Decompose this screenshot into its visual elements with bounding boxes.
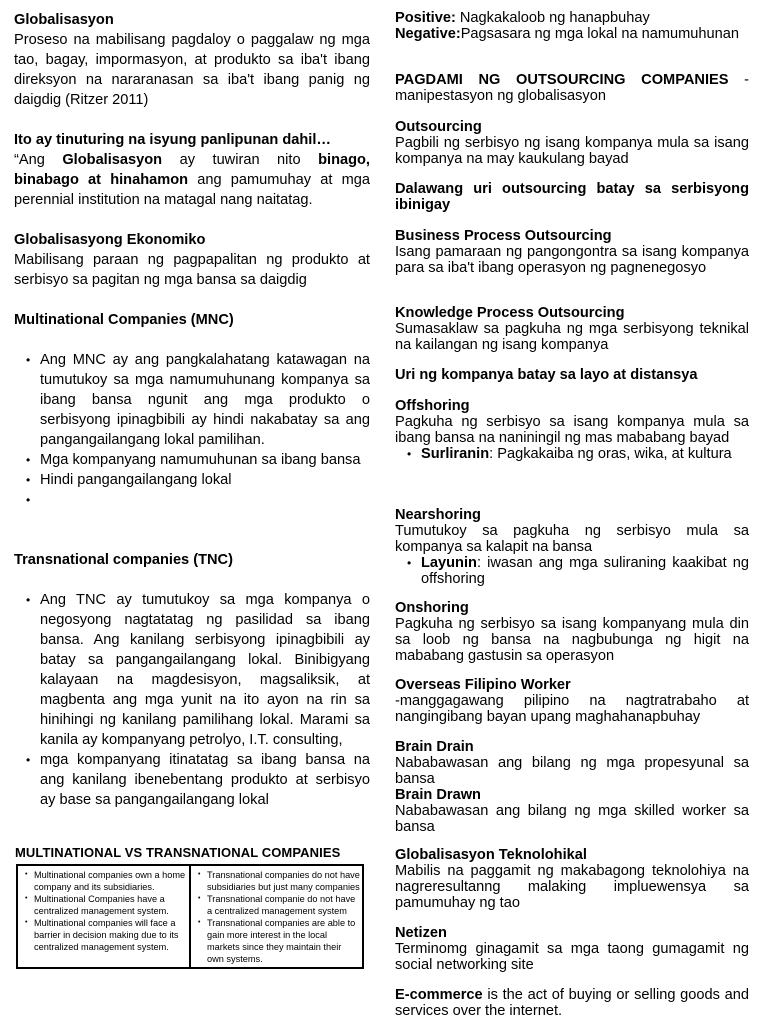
tnc-item: • mga kompanyang itinatatag sa ibang bansa na ang kanilang ibenebentang produkto at serbisyo ay base sa pangangailangang lokal [40,750,370,810]
ekonomiko-body: Mabilisang paraan ng pagpapalitan ng produkto at serbisyo sa pagitan ng mga bansa sa daigdig [14,252,370,288]
nearshoring-bullet [421,555,749,587]
isyu-rest: ang pamumuhay at mga perennial institution na matagal nang naitatag. [14,172,371,208]
dalawang-uri [395,181,749,213]
brain-drain-body: Nababawasan ang bilang ng mga propesyunal sa bansa [395,755,749,787]
mnc-points [26,869,187,953]
dalawang-uri-heading: Dalawang uri outsourcing batay sa serbisyong ibinigay [395,181,749,213]
globalisasyon-heading: Globalisasyon [14,12,114,28]
mnc-item: • Ang MNC ay ang pangkalahatang katawagan na tumutukoy sa mga namumuhunang kompanya sa ibang bansa ngunit ang mga produkto o serbisyong ipinagbibili ay hindi nakabatay sa ang pangangailangang lokal pamilihan. [40,350,370,450]
tnc-column [190,865,363,968]
pagdami-section [395,72,749,104]
brain-drain-section [395,739,749,835]
positive-line [395,10,749,26]
offshoring-bullet-text: : Pagkakaiba ng oras, wika, at kultura [489,446,732,462]
tnc-item: • Ang TNC ay tumutukoy sa mga kompanya o negosyong nagtatatag ng pasilidad sa ibang bansa. Ang kanilang serbisyong ipinagbibili ay batay sa pangangailangang lokal. Binibigyang kalayaan na magdesisyon, magsaliksik, at magbenta ang mga yunit na ito ayon na rin sa hinihingi ng kanilang pamilihang lokal. Marami sa kanila ay kompanyang petrolyo, I.T. consulting, [40,590,370,750]
offshoring-bullet [421,446,749,462]
ofw-heading: Overseas Filipino Worker [395,677,571,693]
nearshoring-list [395,555,749,587]
outsourcing-heading: Outsourcing [395,119,482,135]
bpo-heading: Business Process Outsourcing [395,228,612,244]
outsourcing-body: Pagbili ng serbisyo ng isang kompanya mula sa isang kompanya na may kaukulang bayad [395,135,749,167]
teknolohikal-body: Mabilis na paggamit ng makabagong teknolohiya na nagreresultanng malaking impluewensya sa pamumuhay ng tao [395,863,749,911]
nearshoring-bullet-text: : iwasan ang mga suliraning kaakibat ng offshoring [421,555,749,587]
mnc-point: • Multinational companies will face a barrier in decision making due to its centralized management system. [32,917,187,953]
mnc-list [14,350,370,510]
bpo-section [395,228,749,276]
kpo-heading: Knowledge Process Outsourcing [395,305,625,321]
tnc-heading: Transnational companies (TNC) [14,552,233,568]
ekonomiko-section [14,230,370,290]
mnc-item: • Hindi pangangailangang lokal [40,470,370,490]
mnc-column [17,865,190,968]
teknolohikal-section [395,847,749,911]
netizen-section [395,925,749,973]
onshoring-heading: Onshoring [395,600,469,616]
netizen-body: Terminomg ginagamit sa mga taong gumagamit ng social networking site [395,941,749,973]
mnc-heading: Multinational Companies (MNC) [14,312,234,328]
isyu-bold-globalisasyon: Globalisasyon [62,152,163,168]
kpo-body: Sumasaklaw sa pagkuha ng mga serbisyong teknikal na kailangan ng isang kompanya [395,321,749,353]
nearshoring-body: Tumutukoy sa pagkuha ng serbisyo mula sa kompanya sa kalapit na bansa [395,523,749,555]
uri-kompanya [395,367,749,383]
brain-drawn-body: Nababawasan ang bilang ng mga skilled worker sa bansa [395,803,749,835]
positive-label: Positive: [395,10,456,26]
nearshoring-bullet-label: Layunin [421,555,477,571]
isyu-mid: ay tuwiran nito [162,152,319,168]
tnc-point: • Transnational companies do not have subsidiaries but just many companies [205,869,360,893]
offshoring-bullet-label: Surliranin [421,446,490,462]
nearshoring-section [395,507,749,587]
onshoring-section [395,600,749,664]
isyu-quote-open: “Ang [14,152,63,168]
ecommerce-section [395,987,749,1019]
outsourcing-section [395,119,749,167]
comparison-title: MULTINATIONAL VS TRANSNATIONAL COMPANIES [15,845,341,860]
mnc-item-empty [40,490,370,510]
netizen-heading: Netizen [395,925,447,941]
bpo-body: Isang pamaraan ng pangongontra sa isang kompanya para sa iba't ibang operasyon ng pagnenegosyo [395,244,749,276]
globalisasyon-body: Proseso na mabilisang pagdaloy o paggalaw ng mga tao, bagay, impormasyon, at produkto sa iba't ibang direksyon na nararanasan sa iba't ibang panig ng daigdig (Ritzer 2011) [14,32,370,108]
pagdami-text: - manipestasyon ng globalisasyon [395,72,749,104]
brain-drain-heading: Brain Drain [395,739,474,755]
comparison-table [16,864,364,969]
mnc-point: • Multinational companies own a home company and its subsidiaries. [32,869,187,893]
negative-text: Pagsasara ng mga lokal na namumuhunan [460,26,739,42]
isyu-body [14,150,370,210]
ecommerce-text: is the act of buying or selling goods and services over the internet. [395,987,749,1019]
tnc-points [199,869,360,965]
mnc-section [14,310,370,510]
tnc-point: • Transnational companie do not have a centralized management system [205,893,360,917]
pagdami-heading: PAGDAMI NG OUTSOURCING COMPANIES [395,72,729,88]
ekonomiko-heading: Globalisasyong Ekonomiko [14,232,206,248]
nearshoring-heading: Nearshoring [395,507,481,523]
brain-drawn-heading: Brain Drawn [395,787,481,803]
mnc-item: • Mga kompanyang namumuhunan sa ibang bansa [40,450,370,470]
isyu-heading: Ito ay tinuturing na isyung panlipunan dahil… [14,132,332,148]
negative-label: Negative: [395,26,461,42]
negative-line [395,26,749,42]
ofw-section [395,677,749,725]
mnc-point: • Multinational Companies have a centralized management system. [32,893,187,917]
onshoring-body: Pagkuha ng serbisyo sa isang kompanyang mula din sa loob ng bansa na nagbubunga ng higit na mababang gastusin sa operasyon [395,616,749,664]
kpo-section [395,305,749,353]
positive-negative [395,10,749,42]
offshoring-body: Pagkuha ng serbisyo sa isang kompanya mula sa ibang bansa na naniningil ng mas mababang bayad [395,414,749,446]
teknolohikal-heading: Globalisasyon Teknolohikal [395,847,587,863]
offshoring-heading: Offshoring [395,398,470,414]
isyu-section [14,130,370,210]
offshoring-list [395,446,749,462]
isyu-bold-binago: binago, binabago at hinahamon [14,152,370,188]
uri-kompanya-heading: Uri ng kompanya batay sa layo at distansya [395,367,698,383]
globalisasyon-section [14,10,370,110]
ofw-body: -manggagawang pilipino na nagtratrabaho at nangingibang bayan upang maghahanapbuhay [395,693,749,725]
tnc-point: • Transnational companies are able to gain more interest in the local markets since they maintain their own systems. [205,917,360,965]
tnc-section [14,550,370,810]
ecommerce-line [395,987,749,1019]
ecommerce-label: E-commerce [395,987,483,1003]
positive-text: Nagkakaloob ng hanapbuhay [455,10,650,26]
pagdami-line [395,72,749,104]
offshoring-section [395,398,749,462]
tnc-list [14,590,370,810]
